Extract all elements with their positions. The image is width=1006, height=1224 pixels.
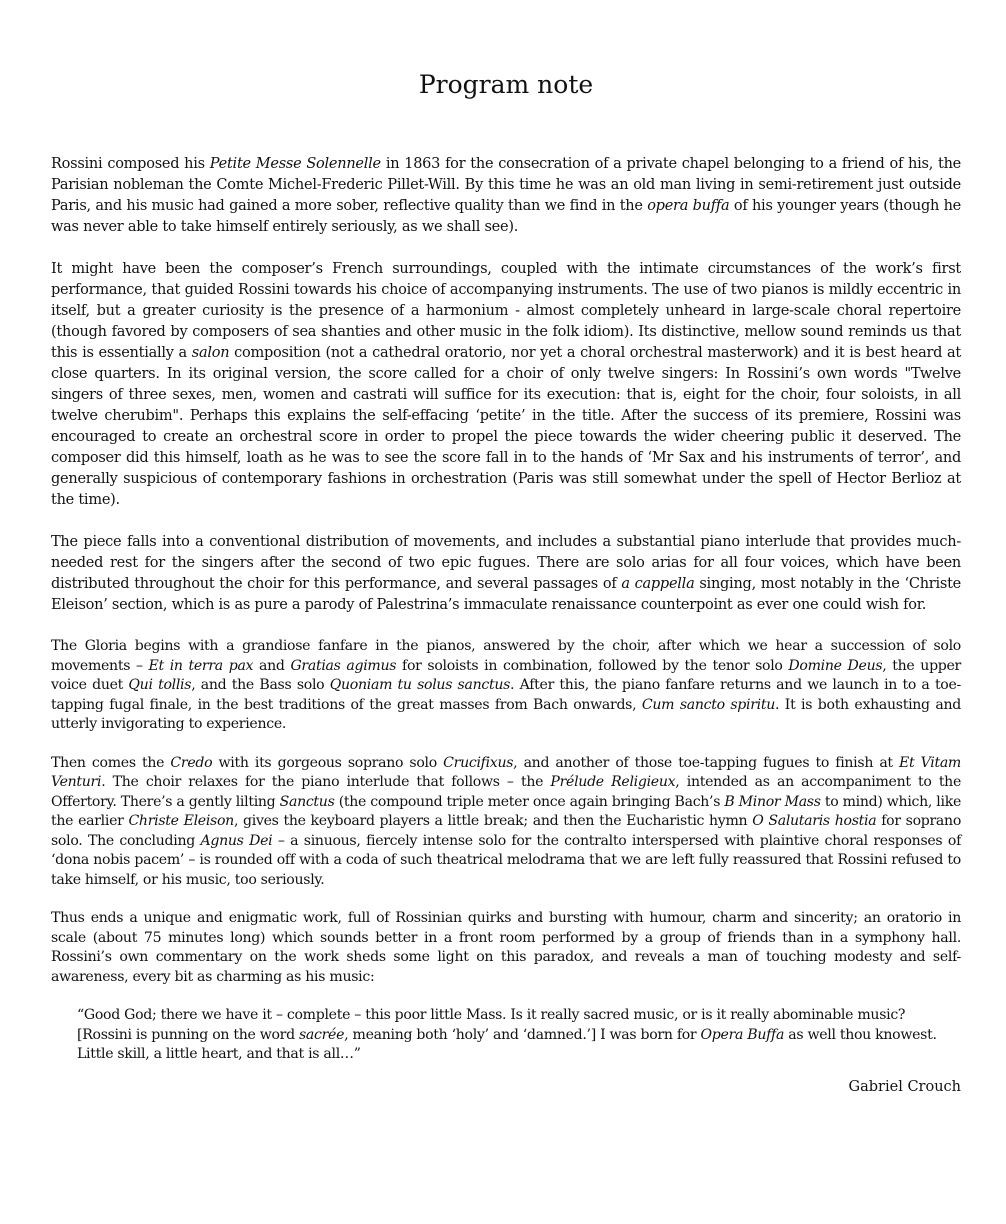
italic-term: Christe Eleison (128, 813, 234, 829)
italic-term: Opera Buffa (700, 1026, 785, 1043)
paragraph-3: The piece falls into a conventional distribution of movements, and includes a substantial piano interlude that provides much-needed rest for the singers after the second of two epic fugues. There are solo arias for all four voices, which have been distributed throughout the choir for this performance, and several passages of a cappella singing, most notably in the ‘Christe Eleison’ section, which is as pure a parody of Palestrina’s immaculate renaissance counterpoint as ever one could wish for. (51, 534, 961, 613)
italic-term: Domine Deus (788, 657, 883, 674)
italic-term: a cappella (621, 576, 695, 592)
paragraph-1: Rossini composed his Petite Messe Solennelle in 1863 for the consecration of a private chapel belonging to a friend of his, the Parisian nobleman the Comte Michel-Frederic Pillet-Will. By this time he was an old man living in semi-retirement just outside Paris, and his music had gained a more sober, reflective quality than we find in the opera buffa of his younger years (though he was never able to take himself entirely seriously, as we shall see). (51, 156, 961, 235)
italic-term: opera buffa (647, 198, 730, 214)
paragraph-5: Then comes the Credo with its gorgeous soprano solo Crucifixus, and another of those toe-tapping fugues to finish at Et Vitam Venturi. The choir relaxes for the piano interlude that follows – the Prélude Religieux, intended as an accompaniment to the Offertory. There’s a gently lilting Sanctus (the compound triple meter once again bringing Bach’s B Minor Mass to mind) which, like the earlier Christe Eleison, gives the keyboard players a little break; and then the Eucharistic hymn O Salutaris hostia for soprano solo. The concluding Agnus Dei – a sinuous, fiercely intense solo for the contralto interspersed with plaintive choral responses of ‘dona nobis pacem’ – is rounded off with a coda of such theatrical melodrama that we are left fully reassured that Rossini refused to take himself, or his music, too seriously. (51, 754, 962, 888)
page-title: Program note (418, 70, 594, 99)
italic-term: Gratias agimus (290, 657, 397, 674)
italic-term: Cum sancto spiritu (641, 696, 776, 713)
italic-term: Et Vitam Venturi (51, 754, 962, 790)
paragraph-4: The Gloria begins with a grandiose fanfare in the pianos, answered by the choir, after which we hear a succession of solo movements – Et in terra pax and Gratias agimus for soloists in combination, followed by the tenor solo Domine Deus, the upper voice duet Qui tollis, and the Bass solo Quoniam tu solus sanctus. After this, the piano fanfare returns and we launch in to a toe-tapping fugal finale, in the best traditions of the great masses from Bach onwards, Cum sancto spiritu. It is both exhausting and utterly invigorating to experience. (51, 638, 961, 732)
rossini-quote: “Good God; there we have it – complete – this poor little Mass. Is it really sacred music, or is it really abominable music? [Rossini is punning on the word sacrée, meaning both ‘holy’ and ‘damned.’] I was born for Opera Buffa as well thou knowest. Little skill, a little heart, and that is all…” (77, 1007, 937, 1062)
italic-term: Et in terra pax (148, 657, 254, 674)
italic-term: Qui tollis (128, 677, 192, 693)
italic-term: O Salutaris hostia (752, 813, 877, 829)
italic-term: Credo (170, 754, 213, 771)
italic-term: salon (191, 345, 230, 361)
italic-term: Prélude Religieux (550, 774, 676, 790)
paragraph-6: Thus ends a unique and enigmatic work, full of Rossinian quirks and bursting with humour, charm and sincerity; an oratorio in scale (about 75 minutes long) which sounds better in a front room performed by a group of friends than in a symphony hall. Rossini’s own commentary on the work sheds some light on this paradox, and reveals a man of touching modesty and self-awareness, every bit as charming as his music: (51, 910, 961, 985)
author-signature: Gabriel Crouch (848, 1078, 961, 1095)
italic-term: Agnus Dei (200, 832, 273, 849)
italic-term: B Minor Mass (724, 793, 821, 810)
italic-term: Quoniam tu solus sanctus (329, 677, 511, 693)
italic-term: sacrée (298, 1026, 345, 1043)
italic-term: Petite Messe Solennelle (209, 156, 381, 172)
italic-term: Crucifixus (443, 754, 514, 771)
paragraph-2: It might have been the composer’s French surroundings, coupled with the intimate circumstances of the work’s first performance, that guided Rossini towards his choice of accompanying instruments. The use of two pianos is mildly eccentric in itself, but a greater curiosity is the presence of a harmonium - almost completely unheard in large-scale choral repertoire (though favored by composers of sea shanties and other music in the folk idiom). Its distinctive, mellow sound reminds us that this is essentially a salon composition (not a cathedral oratorio, nor yet a choral orchestral masterwork) and it is best heard at close quarters. In its original version, the score called for a choir of only twelve singers: In Rossini’s own words "Twelve singers of three sexes, men, women and castrati will suffice for its execution: that is, eight for the choir, four soloists, in all twelve cherubim". Perhaps this explains the self-effacing ‘petite’ in the title. After the success of its premiere, Rossini was encouraged to create an orchestral score in order to propel the piece towards the wider cheering public it deserved. The composer did this himself, loath as he was to see the score fall in to the hands of ‘Mr Sax and his instruments of terror’, and generally suspicious of contemporary fashions in orchestration (Paris was still somewhat under the spell of Hector Berlioz at the time). (51, 261, 961, 508)
italic-term: Sanctus (279, 793, 335, 810)
